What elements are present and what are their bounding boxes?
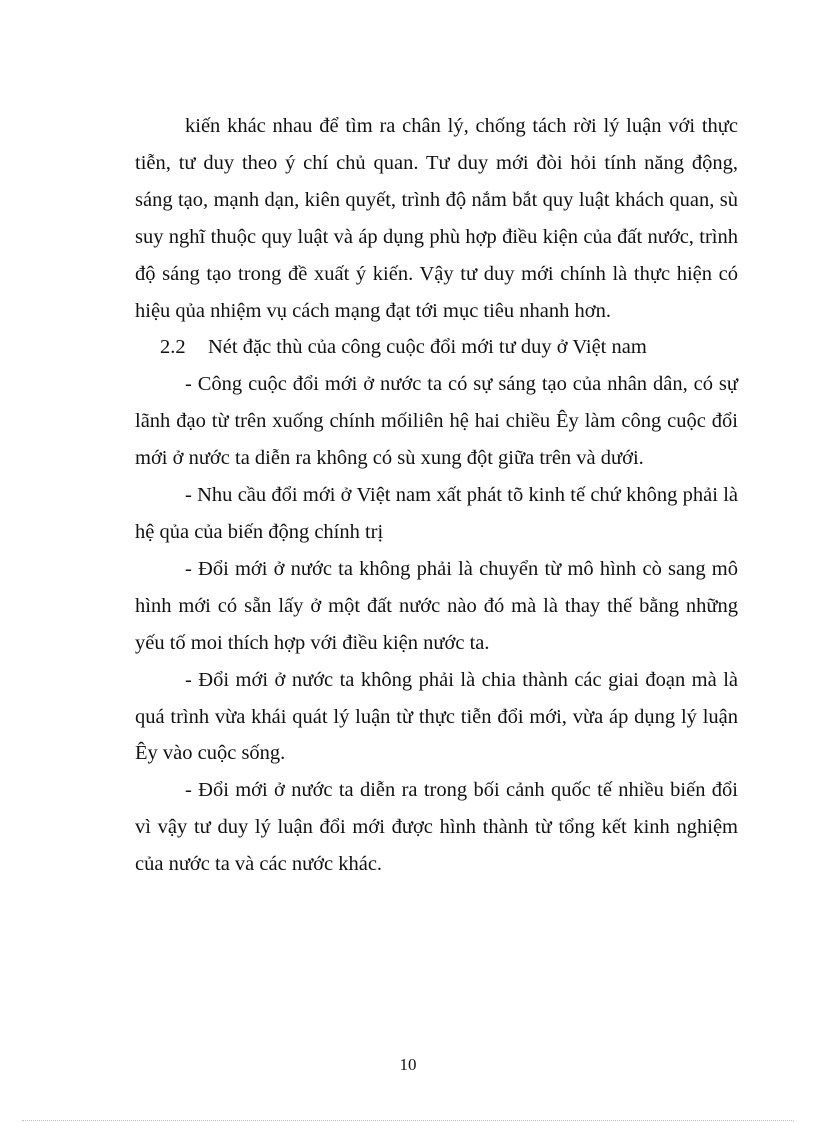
paragraph-3: - Nhu cầu đổi mới ở Việt nam xất phát tõ kinh tế chứ không phải là hệ qủa của biến động chính trị: [135, 484, 738, 543]
paragraph-6: - Đổi mới ở nước ta diễn ra trong bối cảnh quốc tế nhiều biến đổi vì vậy tư duy lý luận đổi mới được hình thành từ tổng kết kinh nghiệm của nước ta và các nước khác.: [135, 779, 738, 876]
paragraph-5: - Đổi mới ở nước ta không phải là chia thành các giai đoạn mà là quá trình vừa khái quát lý luận từ thực tiễn đổi mới, vừa áp dụng lý luận Êy vào cuộc sống.: [135, 668, 738, 765]
section-title: Nét đặc thù của công cuộc đổi mới tư duy ở Việt nam: [208, 336, 647, 359]
page-number: 10: [399, 1055, 417, 1074]
paragraph-2: - Công cuộc đổi mới ở nước ta có sự sáng tạo của nhân dân, có sự lãnh đạo từ trên xuống chính mốiliên hệ hai chiều Êy làm công cuộc đổi mới ở nước ta diễn ra không có sù xung đột giữa trên và dưới.: [135, 373, 738, 470]
paragraph-4: - Đổi mới ở nước ta không phải là chuyển từ mô hình cò sang mô hình mới có sẵn lấy ở một đất nước nào đó mà là thay thế bằng những yếu tố moi thích hợp với điều kiện nước ta.: [135, 557, 738, 654]
document-body: [135, 108, 738, 883]
paragraph-1: kiến khác nhau để tìm ra chân lý, chống tách rời lý luận với thực tiễn, tư duy theo ý chí chủ quan. Tư duy mới đòi hỏi tính năng động, sáng tạo, mạnh dạn, kiên quyết, trình độ nắm bắt quy luật khách quan, sù suy nghĩ thuộc quy luật và áp dụng phù hợp điều kiện của đất nước, trình độ sáng tạo trong đề xuất ý kiến. Vậy tư duy mới chính là thực hiện có hiệu qủa nhiệm vụ cách mạng đạt tới mục tiêu nhanh hơn.: [135, 115, 738, 322]
section-number: 2.2: [160, 336, 186, 359]
page-bottom-rule: [22, 1120, 794, 1121]
section-heading: [135, 329, 738, 366]
